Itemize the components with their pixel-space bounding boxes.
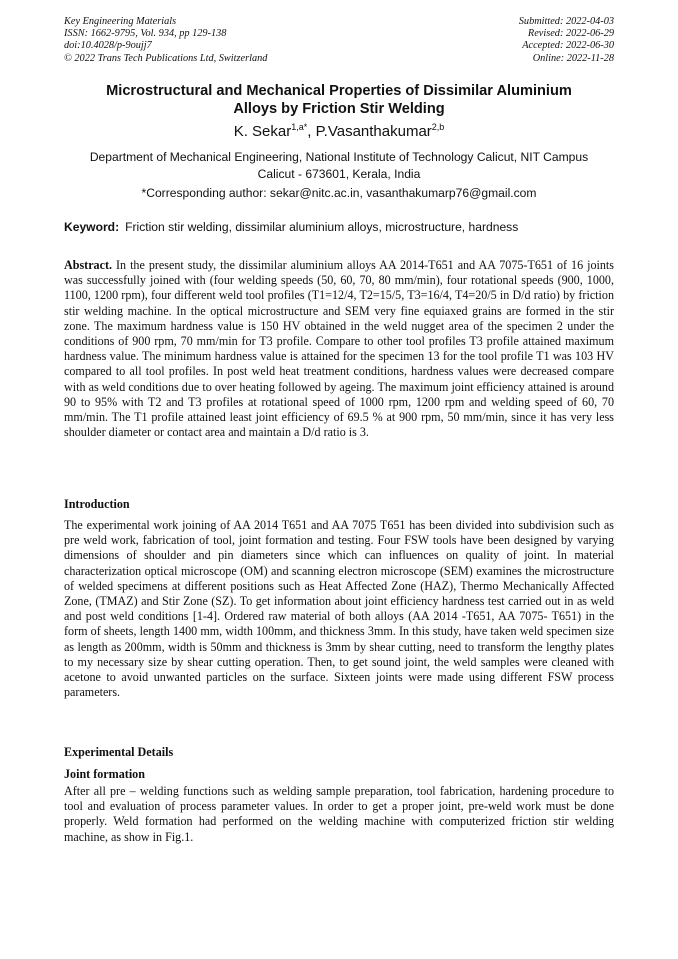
section-heading-experimental: Experimental Details	[64, 745, 174, 759]
journal-issn: ISSN: 1662-9795, Vol. 934, pp 129-138	[64, 28, 227, 40]
date-submitted: Submitted: 2022-04-03	[518, 16, 614, 27]
journal-info	[64, 16, 267, 65]
introduction-paragraph: The experimental work joining of AA 2014 T651 and AA 7075 T651 has been divided into subdivision such as pre weld work, fabrication of tool, joint formation and testing. Four FSW tools have been designed by varying dimensions of shoulder and pin diameters since which can influences on quality of joint. In material characterization optical microscope (OM) and scanning electron microscope (SEM) examines the microstructure of welded specimens at different positions such as Heat Affected Zone (HAZ), Thermo Mechanically Affected Zone, (TMAZ) and Stir Zone (SZ). To get information about joint efficiency hardness test carried out in as weld and post weld conditions [1-4]. Ordered raw material of both alloys (AA 2014 -T651, AA 7075- T651) in the form of sheets, length 1400 mm, width 100mm, and thickness 3mm. In this study, have taken weld specimen size as length as 200mm, width is 50mm and thickness is 3mm by shear cutting, need to transform the lengthy plates to my necessary size by shear cutting operation. Then, to get sound joint, the weld samples were cleaned with acetone to avoid unwanted particles on the surface. Sixteen joints were made using different FSW process parameters.	[64, 518, 614, 700]
date-online: Online: 2022-11-28	[532, 52, 614, 64]
date-accepted: Accepted: 2022-06-30	[522, 40, 614, 52]
author-separator: ,	[307, 123, 316, 140]
author-name: K. Sekar	[233, 123, 292, 140]
journal-copyright: © 2022 Trans Tech Publications Ltd, Switzerland	[64, 52, 268, 64]
author-affiliation-mark: 1,a*	[291, 122, 308, 132]
keywords-label: Keyword:	[64, 220, 120, 234]
abstract	[64, 258, 614, 440]
title-line-2: Alloys by Friction Stir Welding	[233, 101, 445, 117]
section-heading-introduction: Introduction	[64, 497, 130, 511]
affiliation	[64, 149, 614, 182]
corresponding-author: *Corresponding author: sekar@nitc.ac.in, vasanthakumarp76@gmail.com	[141, 186, 537, 200]
abstract-label: Abstract.	[64, 258, 113, 272]
author-name: P.Vasanthakumar	[315, 123, 432, 140]
experimental-paragraph: After all pre – welding functions such as welding sample preparation, tool fabrication, hardening procedure to tool and evaluation of process parameter values. In order to get a proper joint, pre-weld work must be done properly. Weld formation had performed on the welding machine with computerized friction stir welding machine, as show in Fig.1.	[64, 784, 614, 844]
date-revised: Revised: 2022-06-29	[527, 28, 614, 40]
journal-name: Key Engineering Materials	[64, 16, 177, 27]
subsection-heading-joint-formation: Joint formation	[64, 767, 145, 781]
keywords-text: Friction stir welding, dissimilar aluminium alloys, microstructure, hardness	[125, 220, 519, 234]
affiliation-line-1: Department of Mechanical Engineering, National Institute of Technology Calicut, NIT Campus	[89, 150, 589, 164]
journal-doi: doi:10.4028/p-9oujj7	[64, 40, 152, 52]
author-affiliation-mark: 2,b	[431, 122, 445, 132]
paper-title	[64, 82, 614, 118]
abstract-text: In the present study, the dissimilar aluminium alloys AA 2014-T651 and AA 7075-T651 of 16 joints was successfully joined with (four welding speeds (50, 60, 70, 80 mm/min), four rotational speeds (900, 1000, 1100, 1200 rpm), four different weld tool profiles (T1=12/4, T2=15/5, T3=16/4, T4=20/5 in D/d ratio) by friction stir welding machine. In the optical microstructure and SEM very fine equiaxed grains are formed in the stir zone. The maximum hardness value is 150 HV obtained in the weld nugget area of the specimen 2 under the conditions of 900 rpm, 70 mm/min for T3 profile. Compare to other tool profiles T3 profile attained maximum hardness value. The minimum hardness value is attained for the specimen 13 for the tool profile T1 was 103 HV compared to all tool profiles. In post weld heat treatment conditions, hardness values were decreased compare with as weld conditions due to over heating followed by ageing. The maximum joint efficiency attained is around 90 to 95% with T2 and T3 profiles at rotational speed of 1000 rpm, 1200 rpm and welding speed of 60, 70 mm/min. The T1 profile attained least joint efficiency of 69.5 % at 900 rpm, 50 mm/min, since it has very less shoulder diameter or contact area and maintain a D/d ratio is 3.	[64, 258, 614, 440]
affiliation-line-2: Calicut - 673601, Kerala, India	[257, 166, 421, 181]
keywords	[64, 219, 614, 235]
title-line-1: Microstructural and Mechanical Properties of Dissimilar Aluminium	[106, 83, 572, 99]
publication-dates	[519, 16, 614, 65]
author-list	[64, 123, 614, 141]
